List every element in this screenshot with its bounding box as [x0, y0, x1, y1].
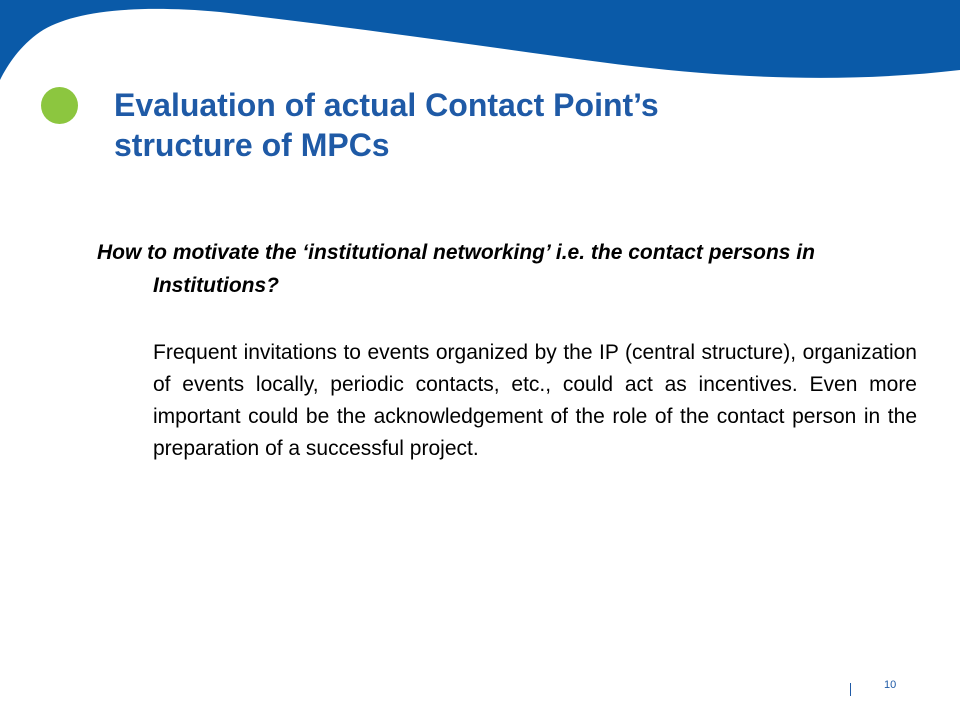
question-text: How to motivate the ‘institutional networking’ i.e. the contact persons in Institutions? — [97, 241, 815, 297]
slide-title — [114, 85, 914, 165]
page-number: 10 — [884, 679, 897, 691]
slide-title-line-1: Evaluation of actual Contact Point’s — [114, 87, 659, 123]
header-wave-shape — [0, 0, 960, 80]
title-bullet-icon — [41, 87, 78, 124]
footer-separator — [850, 683, 851, 696]
slide-title-line-2: structure of MPCs — [114, 127, 390, 163]
answer-paragraph: Frequent invitations to events organized by the IP (central structure), organization of events locally, periodic contacts, etc., could act as incentives. Even more important could be the acknowledgement of the role of the contact person in the preparation of a successful project. — [153, 341, 917, 460]
